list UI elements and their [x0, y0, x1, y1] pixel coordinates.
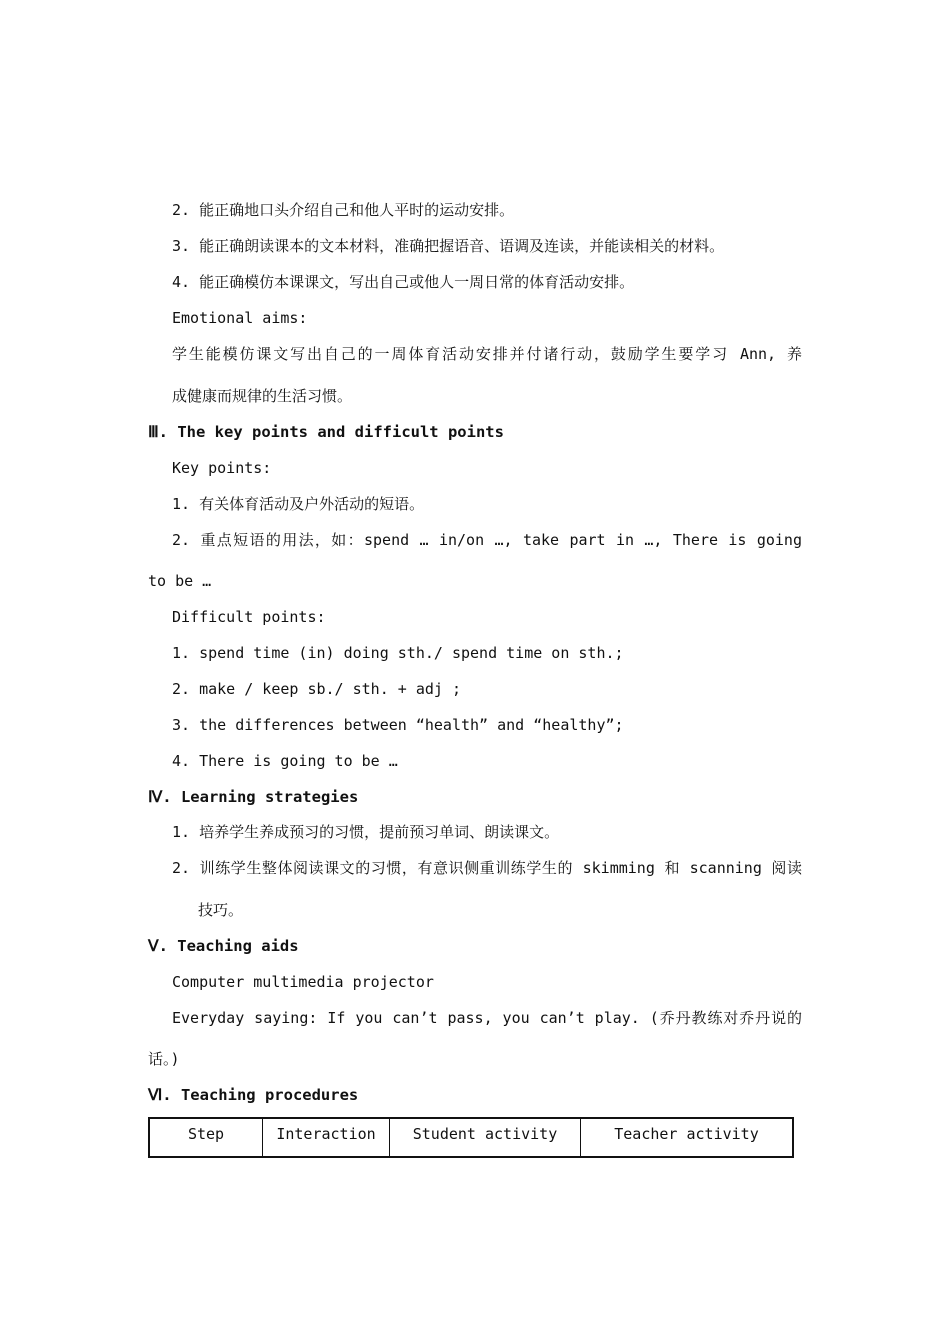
- table-header-step: Step: [149, 1118, 263, 1157]
- table-header-row: [149, 1118, 793, 1157]
- everyday-saying-cont: 话。): [148, 1050, 180, 1068]
- table-header-student-activity: Student activity: [390, 1118, 581, 1157]
- objective-2: 2. 能正确地口头介绍自己和他人平时的运动安排。: [172, 201, 515, 219]
- section-heading-learning-strategies: Ⅳ. Learning strategies: [148, 788, 359, 806]
- section-heading-key-points: Ⅲ. The key points and difficult points: [148, 423, 504, 441]
- section-heading-teaching-procedures: Ⅵ. Teaching procedures: [148, 1086, 359, 1104]
- difficult-points-label: Difficult points:: [172, 608, 326, 626]
- key-point-2: 2. 重点短语的用法，如：spend … in/on …, take part in …, There is going: [172, 531, 802, 549]
- objective-4: 4. 能正确模仿本课课文，写出自己或他人一周日常的体育活动安排。: [172, 273, 635, 291]
- difficult-point-3: 3. the differences between “health” and “healthy”;: [172, 716, 624, 734]
- everyday-saying: Everyday saying: If you can’t pass, you can’t play. (乔丹教练对乔丹说的: [172, 1009, 802, 1027]
- difficult-point-4: 4. There is going to be …: [172, 752, 398, 770]
- emotional-aims-text: 学生能模仿课文写出自己的一周体育活动安排并付诸行动，鼓励学生要学习 Ann, 养: [172, 345, 802, 363]
- strategy-2-cont: 技巧。: [198, 901, 244, 919]
- section-heading-teaching-aids: Ⅴ. Teaching aids: [148, 937, 299, 955]
- procedures-table: [148, 1117, 794, 1158]
- emotional-aims-text-cont: 成健康而规律的生活习惯。: [172, 387, 353, 405]
- table-header-teacher-activity: Teacher activity: [581, 1118, 794, 1157]
- strategy-2: 2. 训练学生整体阅读课文的习惯，有意识侧重训练学生的 skimming 和 scanning 阅读: [172, 859, 802, 877]
- key-points-label: Key points:: [172, 459, 272, 477]
- table-header-interaction: Interaction: [263, 1118, 390, 1157]
- strategy-1: 1. 培养学生养成预习的习惯，提前预习单词、朗读课文。: [172, 823, 560, 841]
- objective-3: 3. 能正确朗读课本的文本材料，准确把握语音、语调及连读，并能读相关的材料。: [172, 237, 725, 255]
- key-point-1: 1. 有关体育活动及户外活动的短语。: [172, 495, 425, 513]
- key-point-2-cont: to be …: [148, 572, 212, 590]
- teaching-aid-item: Computer multimedia projector: [172, 973, 434, 991]
- difficult-point-2: 2. make / keep sb./ sth. + adj ;: [172, 680, 461, 698]
- emotional-aims-label: Emotional aims:: [172, 309, 308, 327]
- difficult-point-1: 1. spend time (in) doing sth./ spend time on sth.;: [172, 644, 624, 662]
